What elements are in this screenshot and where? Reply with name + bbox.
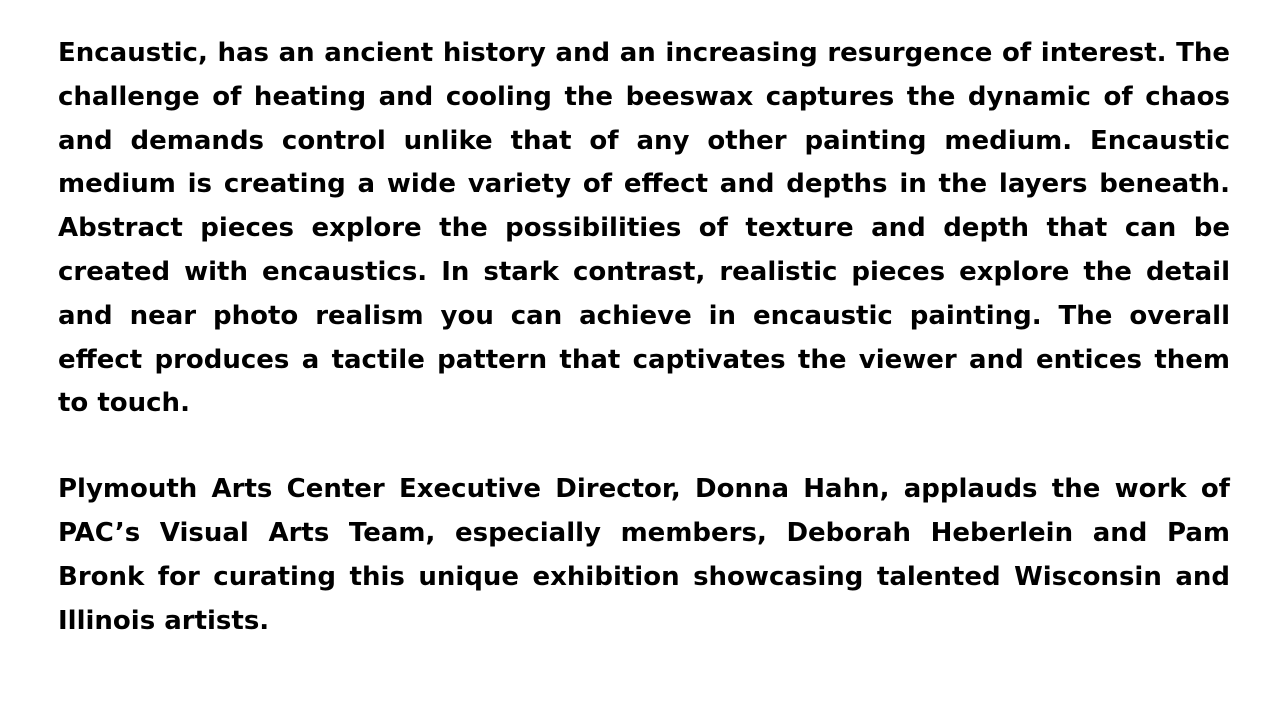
- document-body: [58, 32, 1230, 643]
- paragraph-encaustic-description: Encaustic, has an ancient history and an increasing resurgence of interest. The challenge of heating and cooling the beeswax captures the dynamic of chaos and demands control unlike that of any other painting medium. Encaustic medium is creating a wide variety of effect and depths in the layers beneath. Abstract pieces explore the possibilities of texture and depth that can be created with encaustics. In stark contrast, realistic pieces explore the detail and near photo realism you can achieve in encaustic painting. The overall effect produces a tactile pattern that captivates the viewer and entices them to touch.: [58, 38, 1230, 419]
- paragraph-director-acknowledgement: Plymouth Arts Center Executive Director, Donna Hahn, applauds the work of PAC’s Visual Arts Team, especially members, Deborah Heberlein and Pam Bronk for curating this unique exhibition showcasing talented Wisconsin and Illinois artists.: [58, 474, 1230, 636]
